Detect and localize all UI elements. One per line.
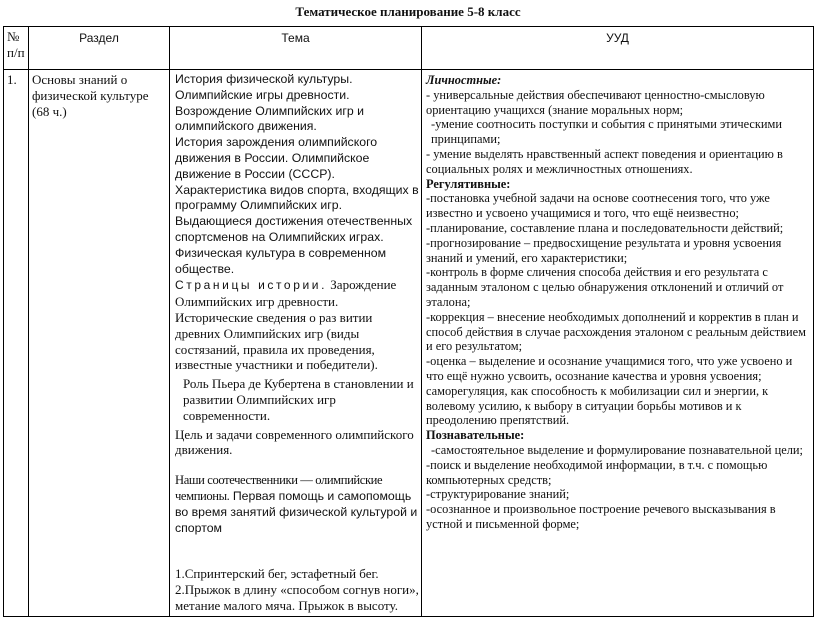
topic-paragraph: История физической культуры. Олимпийские игры древности. Возрождение Олимпийских игр и олимпийского движения. bbox=[175, 72, 364, 134]
row-topic bbox=[170, 70, 422, 617]
topic-list-item: 1.Спринтерский бег, эстафетный бег. bbox=[175, 566, 379, 582]
row-section: Основы знаний о физической культуре (68 ч.) bbox=[29, 70, 170, 617]
header-uud: УУД bbox=[422, 27, 814, 70]
topic-history-text: Зарождение Олимпийских игр древности. Исторические сведения о раз витии древних Олимпийских игр (виды состязаний, правила их проведения, известные участники и победители). bbox=[175, 277, 397, 373]
header-section: Раздел bbox=[29, 27, 170, 70]
uud-item: -осознанное и произвольное построение речевого высказывания в устной и письменной форме; bbox=[426, 502, 776, 531]
topic-paragraph: Физическая культура в современном обществе. bbox=[175, 245, 387, 276]
page-title: Тематическое планирование 5-8 класс bbox=[295, 4, 521, 19]
topic-history-paragraph bbox=[175, 277, 419, 373]
topic-list-item: 2.Прыжок в длину «способом согнув ноги», метание малого мяча. Прыжок в высоту. bbox=[175, 582, 419, 613]
topic-champions-text: Первая помощь и самопомощь во время занятий физической культурой и спортом bbox=[175, 488, 418, 535]
uud-item: -прогнозирование – предвосхищение результата и уровня усвоения знаний и умений, его характеристики; bbox=[426, 235, 782, 265]
row-uud bbox=[422, 70, 814, 617]
uud-item: - умение выделять нравственный аспект поведения и ориентацию в социальных ролях и межличностных отношениях. bbox=[426, 146, 783, 176]
uud-item: -контроль в форме сличения способа действия и его результата с заданным эталоном с целью обнаружения отклонений и отличий от эталона; bbox=[426, 265, 784, 309]
topic-paragraph: Роль Пьера де Кубертена в становлении и развитии Олимпийских игр современности. bbox=[183, 376, 414, 423]
uud-item: -структурирование знаний; bbox=[426, 487, 570, 502]
row-num: 1. bbox=[4, 70, 29, 617]
uud-item: -постановка учебной задачи на основе соотнесения того, что уже известно и усвоено учащимися и того, что ещё неизвестно; bbox=[426, 191, 770, 221]
uud-item: -умение соотносить поступки и события с принятыми этическими принципами; bbox=[431, 117, 783, 147]
uud-personal-heading: Личностные: bbox=[426, 73, 502, 87]
topic-champions-paragraph bbox=[175, 473, 419, 536]
uud-cognitive-heading: Познавательные: bbox=[426, 428, 525, 443]
uud-item: -коррекция – внесение необходимых дополнений и корректив в план и способ действия в случае расхождения эталоном с реальным действием и его результатом; bbox=[426, 309, 806, 354]
header-topic: Тема bbox=[170, 27, 422, 70]
table-header-row bbox=[4, 27, 814, 70]
uud-item: -планирование, составление плана и последовательности действий; bbox=[426, 220, 784, 235]
topic-paragraph: Выдающиеся достижения отечественных спортсменов на Олимпийских играх. bbox=[175, 214, 413, 244]
topic-champions-heading: Наши соотечественники — олимпийские чемпионы. bbox=[175, 473, 383, 503]
topic-paragraph: История зарождения олимпийского движения в России. Олимпийское движение в России (СССР). bbox=[175, 135, 378, 181]
topic-history-heading: Страницы истории. bbox=[175, 278, 328, 293]
topic-paragraph: Цель и задачи современного олимпийского движения. bbox=[175, 426, 414, 458]
uud-item: -поиск и выделение необходимой информации, в т.ч. с помощью компьютерных средств; bbox=[426, 457, 768, 487]
table-row bbox=[4, 70, 814, 617]
planning-table bbox=[3, 26, 814, 617]
header-num: № п/п bbox=[4, 27, 29, 70]
uud-item: -оценка – выделение и осознание учащимися того, что уже усвоено и что ещё нужно усвоить, осознание качества и уровня усвоения; bbox=[426, 354, 793, 383]
uud-regulative-heading: Регулятивные: bbox=[426, 176, 511, 191]
uud-item: - универсальные действия обеспечивают ценностно-смысловую ориентацию учащихся (знание моральных норм; bbox=[426, 87, 765, 117]
uud-item: саморегуляция, как способность к мобилизации сил и энергии, к волевому усилию, к выбору в ситуации борьбы мотивов и к преодолению препятствий. bbox=[426, 383, 769, 428]
uud-item: -самостоятельное выделение и формулирование познавательной цели; bbox=[431, 442, 803, 457]
topic-paragraph: Характеристика видов спорта, входящих в программу Олимпийских игр. bbox=[175, 182, 419, 213]
